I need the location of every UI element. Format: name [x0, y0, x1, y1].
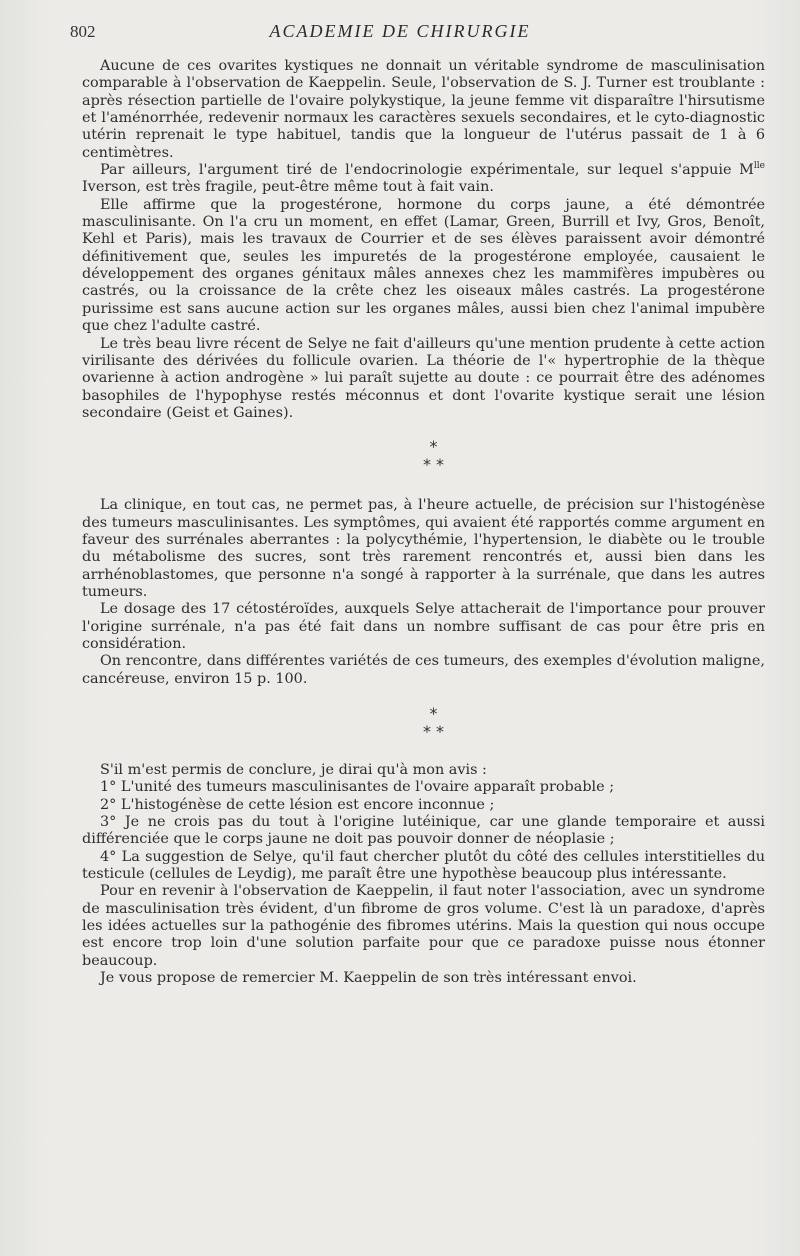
paragraph-dosage: Le dosage des 17 cétostéroïdes, auxquels Selye attacherait de l'importance pour prouver l'origine surrénale, n'a pas été fait dans un nombre suffisant de cas pour être pris en considération.	[82, 601, 765, 652]
running-title: ACADEMIE DE CHIRURGIE	[269, 21, 531, 41]
iverson-text-before: Par ailleurs, l'argument tiré de l'endocrinologie expérimentale, sur lequel s'appuie M	[100, 162, 754, 179]
section-separator	[82, 705, 765, 741]
iverson-superscript: lle	[753, 161, 765, 172]
paragraph-ovarites: Aucune de ces ovarites kystiques ne donnait un véritable syndrome de masculinisation comparable à l'observation de Kaeppelin. Seule, l'observation de S. J. Turner est troublante : après résection partielle de l'ovaire polykystique, la jeune femme vit disparaître l'hirsutisme et l'aménorrhée, redevenir normaux les caractères sexuels secondaires, et le cyto-diagnostic utérin reprenait le type habituel, tandis que la longueur de l'utérus passait de 1 à 6 centimètres.	[82, 58, 765, 161]
page-number: 802	[70, 22, 96, 41]
conclusion-item-1: 1° L'unité des tumeurs masculinisantes de l'ovaire apparaît probable ;	[100, 779, 615, 796]
conclusion-item-3: 3° Je ne crois pas du tout à l'origine lutéinique, car une glande temporaire et aussi différenciée que le corps jaune ne doit pas pouvoir donner de néoplasie ;	[82, 814, 765, 848]
paragraph-iverson	[82, 162, 765, 197]
paragraph-closing: Je vous propose de remercier M. Kaeppelin de son très intéressant envoi.	[100, 970, 637, 987]
iverson-text-after: Iverson, est très fragile, peut-être même tout à fait vain.	[82, 179, 494, 196]
conclusion-item-4: 4° La suggestion de Selye, qu'il faut chercher plutôt du côté des cellules interstitielles du testicule (cellules de Leydig), me paraît être une hypothèse beaucoup plus intéressante.	[82, 848, 765, 883]
paragraph-selye: Le très beau livre récent de Selye ne fait d'ailleurs qu'une mention prudente à cette action virilisante des dérivées du follicule ovarien. La théorie de l'« hypertrophie de la thèque ovarienne à action androgène » lui paraît sujette au doute : ce pourrait être des adénomes basophiles de l'hypophyse restés méconnus et dont l'ovarite kystique serait une lésion secondaire (Geist et Gaines).	[82, 335, 765, 421]
separator-star-top: *	[429, 704, 438, 723]
section-separator	[82, 438, 765, 474]
separator-stars-bottom: * *	[422, 722, 445, 741]
paragraph-progesterone: Elle affirme que la progestérone, hormone du corps jaune, a été démontrée masculinisante. On l'a cru un moment, en effet (Lamar, Green, Burrill et Ivy, Gros, Benoît, Kehl et Paris), mais les travaux de Courrier et de ses élèves paraissent avoir démontré définitivement que, seules les impuretés de la progestérone employée, causaient le développement des organes génitaux mâles annexes chez les mammifères impubères ou castrés, ou la croissance de la crête chez les oiseaux mâles castrés. La progestérone purissime est sans aucune action sur les organes mâles, aussi bien chez l'animal impubère que chez l'adulte castré.	[82, 196, 765, 335]
conclusion-item-2: 2° L'histogénèse de cette lésion est encore inconnue ;	[100, 796, 495, 813]
paragraph-evolution: On rencontre, dans différentes variétés de ces tumeurs, des exemples d'évolution maligne, cancéreuse, environ 15 p. 100.	[82, 653, 765, 687]
paragraph-conclusion-intro: S'il m'est permis de conclure, je dirai qu'à mon avis :	[100, 762, 487, 778]
paragraph-clinique: La clinique, en tout cas, ne permet pas, à l'heure actuelle, de précision sur l'histogénèse des tumeurs masculinisantes. Les symptômes, qui avaient été rapportés comme argument en faveur des surrénales aberrantes : la polycythémie, l'hypertension, le diabète ou le trouble du métabolisme des sucres, sont très rarement rencontrés et, aussi bien dans les arrhénoblastomes, que personne n'a songé à rapporter à la surrénale, que dans les autres tumeurs.	[82, 497, 765, 600]
body-text	[82, 58, 765, 987]
separator-star-top: *	[429, 437, 438, 457]
page-header	[0, 18, 800, 48]
separator-stars-bottom: * *	[422, 455, 445, 475]
paragraph-kaeppelin: Pour en revenir à l'observation de Kaeppelin, il faut noter l'association, avec un syndrome de masculinisation très évident, d'un fibrome de gros volume. C'est là un paradoxe, d'après les idées actuelles sur la pathogénie des fibromes utérins. Mais la question qui nous occupe est encore trop loin d'une solution parfaite pour que ce paradoxe puisse nous étonner beaucoup.	[82, 883, 765, 969]
